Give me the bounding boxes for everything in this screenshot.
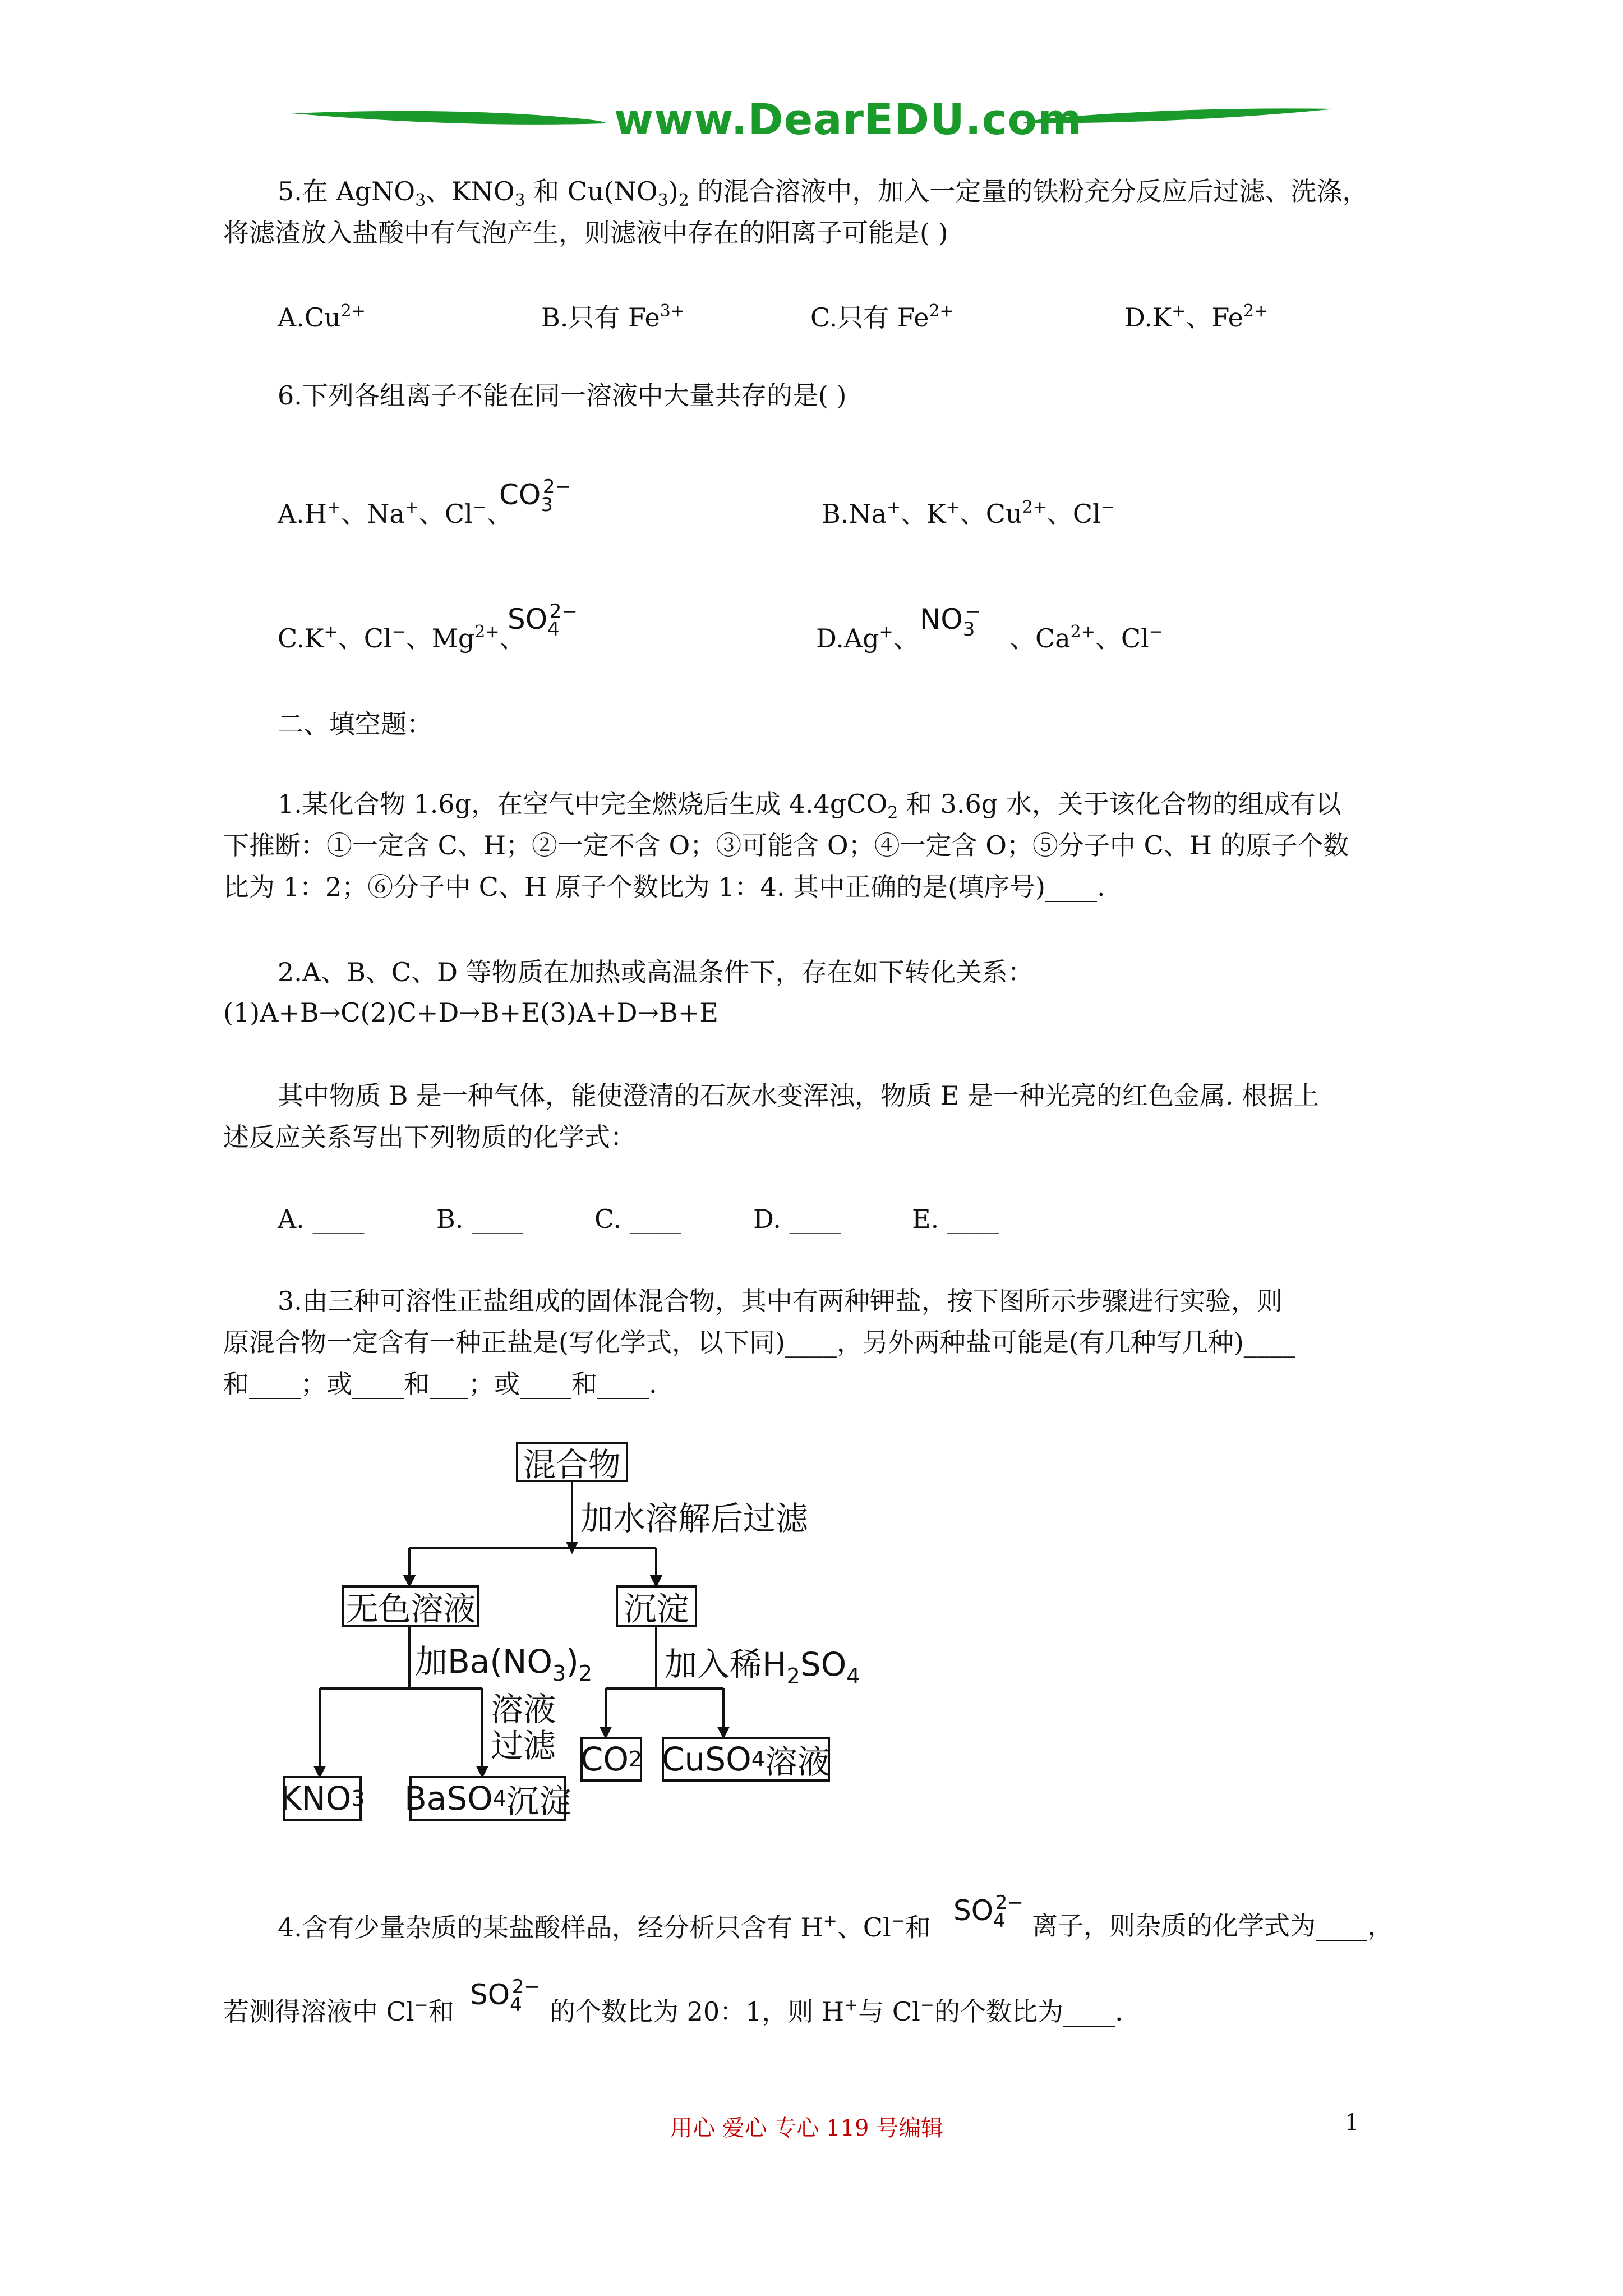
flow-solution-label: 溶液 — [491, 1690, 556, 1728]
f4-sulfate-ion-1: $SO_4^{2-}$ — [953, 1892, 1023, 1932]
f3-line1: 3.由三种可溶性正盐组成的固体混合物，其中有两种钾盐，按下图所示步骤进行实验，则 — [278, 1286, 1283, 1316]
f4-sulfate-ion-2: $SO_4^{2-}$ — [470, 1976, 540, 2016]
f2-line3: 其中物质 B 是一种气体，能使澄清的石灰水变浑浊，物质 E 是一种光亮的红色金属. 根据上 — [278, 1080, 1320, 1111]
f3-line2: 原混合物一定含有一种正盐是(写化学式，以下同)____，另外两种盐可能是(有几种写几种)____ — [223, 1327, 1295, 1358]
q5-line2: 将滤渣放入盐酸中有气泡产生，则滤液中存在的阳离子可能是( ) — [223, 218, 948, 248]
flow-add-bano3-label: 加$Ba(NO_3)_2$ — [415, 1642, 593, 1686]
footer-slogan: 用心 爱心 专心 119 号编辑 — [670, 2115, 944, 2141]
f2-blank-c: C. ____ — [594, 1204, 681, 1234]
f1-line1: 1.某化合物 1.6g，在空气中完全燃烧后生成 4.4gCO$_2$ 和 3.6g 水，关于该化合物的组成有以 — [278, 789, 1341, 823]
flow-add-acid-label: 加入稀$H_2SO_4$ — [665, 1645, 860, 1688]
flow-baso4-box: BaSO 4 沉淀 — [409, 1776, 566, 1821]
q6-option-d-tail: 、$Ca^{2+}$、Cl− — [1009, 622, 1163, 654]
f2-blank-e: E. ____ — [912, 1204, 999, 1234]
q6-d-nitrate-ion: $NO_3^-$ — [920, 600, 981, 641]
q5-option-c: C.只有 $Fe^{2+}$ — [810, 301, 954, 333]
flow-co2-box: CO 2 — [580, 1737, 642, 1782]
q6-stem: 6.下列各组离子不能在同一溶液中大量共存的是( ) — [278, 380, 847, 411]
flow-kno3-box: KNO 3 — [283, 1776, 362, 1821]
logo-text: www.DearEDU.com — [614, 94, 1083, 144]
q6-a-carbonate-ion: $CO_3^{2-}$ — [499, 476, 571, 516]
q6-option-a: A.H+、Na+、Cl−、 — [278, 498, 513, 529]
f2-line1: 2.A、B、C、D 等物质在加热或高温条件下，存在如下转化关系： — [278, 957, 1034, 987]
f3-line3: 和____；或____和___；或____和____. — [223, 1369, 657, 1399]
q5-option-a: $A.Cu^{2+}$ — [278, 301, 366, 333]
f2-blank-d: D. ____ — [753, 1204, 841, 1234]
flow-filter-label: 过滤 — [491, 1727, 556, 1765]
f2-blank-a: A. ____ — [278, 1204, 365, 1234]
f4-line2-tail: 的个数比为 20：1，则 H+与 Cl−的个数比为____. — [550, 1995, 1123, 2027]
page-number: 1 — [1345, 2110, 1359, 2136]
q6-option-c: C.K+、Cl−、$Mg^{2+}$、 — [278, 622, 525, 654]
f2-line4: 述反应关系写出下列物质的化学式： — [223, 1122, 636, 1152]
f2-line2: (1)A+B→C(2)C+D→B+E(3)A+D→B+E — [223, 997, 718, 1028]
flow-mixture-box: 混合物 — [516, 1442, 628, 1482]
header-logo — [292, 84, 1335, 151]
f1-line2: 下推断：①一定含 C、H；②一定不含 O；③可能含 O；④一定含 O；⑤分子中 C、H 的原子个数 — [223, 830, 1349, 861]
f4-line1: 4.含有少量杂质的某盐酸样品，经分析只含有 H+、Cl−和 — [278, 1911, 931, 1943]
q5-option-b: B.只有 $Fe^{3+}$ — [541, 301, 685, 333]
q5-option-d: D.K+、$Fe^{2+}$ — [1124, 301, 1269, 333]
q6-option-d: D.Ag+、 — [816, 622, 919, 654]
f4-line2: 若测得溶液中 Cl−和 — [223, 1995, 454, 2027]
flow-colorless-solution-box: 无色溶液 — [342, 1585, 479, 1627]
flow-diagram — [275, 1442, 864, 1846]
f2-blank-b: B. ____ — [436, 1204, 524, 1234]
flow-step1-label: 加水溶解后过滤 — [580, 1499, 809, 1538]
section-title: 二、填空题： — [278, 709, 432, 739]
q5-line1: 5.在 AgNO$_3$、$KNO_3$ 和 $Cu(NO_3)_2$ 的混合溶液中，加入一定量的铁粉充分反应后过滤、洗涤， — [278, 176, 1368, 210]
f4-line1-tail: 离子，则杂质的化学式为____， — [1032, 1911, 1393, 1941]
q6-c-sulfate-ion: $SO_4^{2-}$ — [508, 600, 578, 641]
q6-option-b: B.Na+、K+、$Cu^{2+}$、Cl− — [822, 498, 1115, 529]
f1-line3: 比为 1：2；⑥分子中 C、H 原子个数比为 1：4. 其中正确的是(填序号)____. — [223, 872, 1105, 902]
flow-precipitate-box: 沉淀 — [616, 1585, 697, 1627]
flow-cuso4-box: CuSO 4 溶液 — [662, 1737, 830, 1782]
